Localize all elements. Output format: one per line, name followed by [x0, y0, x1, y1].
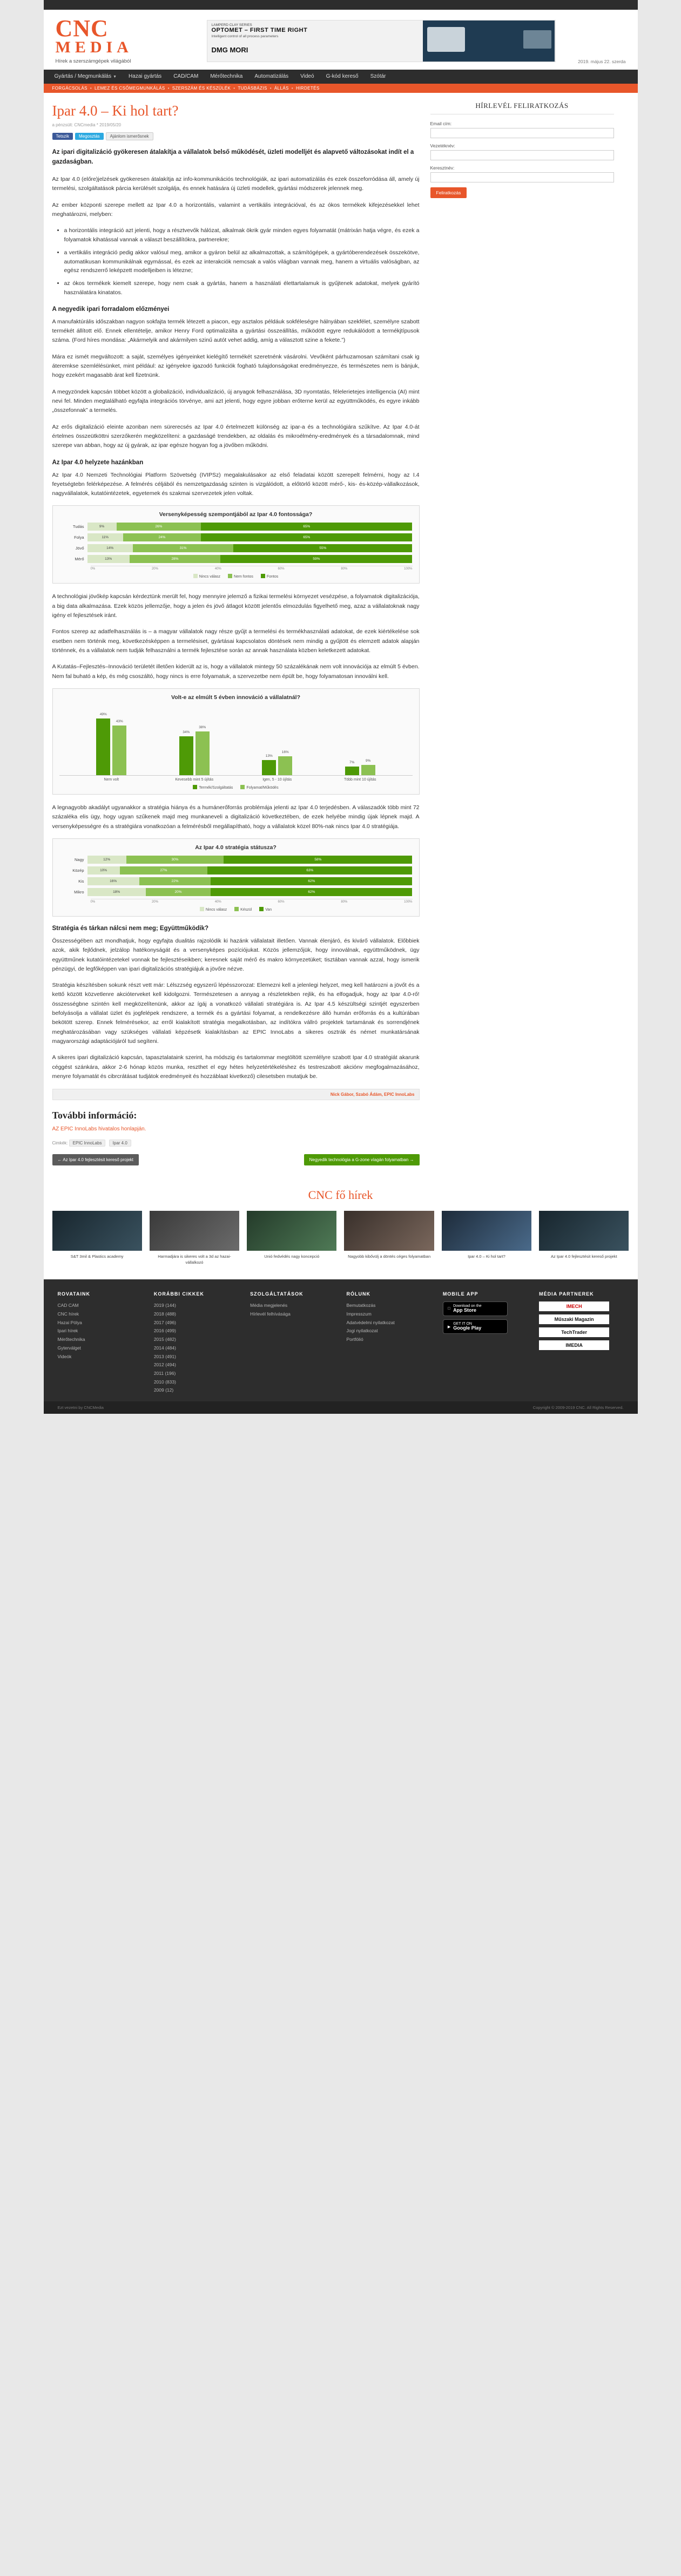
footer-col-title: ROVATAINK — [57, 1291, 90, 1297]
chart-category-label: Mikro — [74, 889, 84, 894]
chart-segment: 27% — [120, 866, 208, 875]
article-paragraph-15: Stratégia készítésben sokunk részt vett már: Lélszzség egyszerű lépésszorozat: Elemezni kell a jelenlegi helyzet, meg kell határozni a jövőt és a kettő között közvetlenre akcióterveket kell kidolgozni. Természetesen a annyag a részletekben rejlik, és ha elfogadjuk, hogy az Ipar 4.0-rő! összességbne szintén kell megközelítenünk, akkor az ígáj a vonatkozó vállalati stratégiára is. Az Ipar 4.5 készültségi szintjét egyszerben befolyásolja a vállalat üzlet és jogfelépek rendszere, a termék és a gyártási folyamat, a rendelkezésre álló humán erőforrás és a kultúrában bekötött szerep. Ennek felmérésekor, az erről kialakított stratégia megalkotásban, az indítókra vállró projektek tartamának és sorrendjének meghatározásában vagy szükséges vállalati képzésetk kialakításban az EPIC InnoLabs a sikeres osztrák és német munkatársának magyarországi adaptációjáról tud segíteni. — [52, 982, 420, 1045]
newsletter-title: HÍRLEVÉL FELIRATKOZÁS — [430, 101, 614, 114]
breadcrumb-item-4[interactable]: ÁLLÁS — [274, 86, 289, 91]
app-store-label — [450, 1304, 482, 1313]
breadcrumb-item-0[interactable]: FORGÁCSOLÁS — [52, 86, 87, 91]
footer-col-title: MÉDIA PARTNEREK — [539, 1291, 594, 1297]
footer-columns — [58, 1291, 624, 1395]
partner-logo-muszaki-magazin[interactable]: Műszaki Magazin — [539, 1314, 609, 1324]
footer-link[interactable]: Adatvédelmi nyilatkozat — [346, 1319, 395, 1325]
footer-link[interactable]: Impresszum — [346, 1311, 372, 1317]
footer-link[interactable]: 2009 (12) — [153, 1387, 174, 1393]
article-paragraph-3: A manufaktúrális időszakban nagyon sokfajta termék létezett a piacon, egy asztalos példáuk sokféleségre hálnyában szekfélet, személyre szabott termékét állított elő. Ennek ellentételje, amikor Henry Ford optimalizálta a gyártási összeállítás, működött egyre redukálódott a termékjtípusok száma. (Ford híres mondása: „Akármelyik and akármilyen szinű autót vehet addig, amíg a választott szine a fekete.”) — [52, 318, 420, 344]
nav-item-hazai-gyartas[interactable]: Hazai gyártás — [129, 73, 162, 80]
partner-logo-imedia[interactable]: IMEDIA — [539, 1340, 609, 1350]
featured-news-section — [44, 1177, 638, 1279]
footer-col-rovataink — [58, 1291, 142, 1395]
firstname-field-label: Keresztnév: — [430, 165, 455, 171]
chart-bar — [195, 725, 210, 775]
tag-list — [52, 1140, 420, 1147]
news-card[interactable] — [52, 1211, 142, 1265]
page-title: Ipar 4.0 – Ki hol tart? — [52, 103, 179, 119]
nav-item-merotechnika[interactable]: Mérőtechnika — [210, 73, 243, 80]
bar-value: 7% — [349, 761, 355, 765]
ad-banner[interactable] — [207, 20, 556, 62]
bar-value: 16% — [281, 750, 289, 755]
footer-link[interactable]: Média megjelenés — [250, 1303, 288, 1309]
footer-copyright: Copyright © 2009-2019 CNC. All Rights Reserved. — [532, 1405, 624, 1411]
header-date: 2019. május 22. szerda — [578, 59, 626, 65]
nav-item-automatizalas[interactable]: Automatizálás — [254, 73, 289, 80]
chart-segment: 10% — [87, 866, 120, 875]
chart-segment: 65% — [201, 523, 412, 531]
chart-row — [59, 544, 413, 552]
legend-entry — [193, 785, 233, 790]
list-item: • a horizontális integráció azt jelenti, hogy a résztvevők hálózat, alkalmak ökrik gyár minden egyes folyamatát (mátrixán hatja végre, és ezek a folyamatok kihatással vannak a választ beszállítókra, partnerekre; — [64, 226, 420, 245]
nav-item-video[interactable]: Videó — [300, 73, 314, 80]
news-caption: Nagyobb kibővülj a döntés céges folyamatban — [348, 1254, 431, 1259]
section-heading-hungary: Az Ipar 4.0 helyzete hazánkban — [52, 459, 144, 466]
news-caption: Unió fedvédés nagy koncepció — [264, 1254, 320, 1259]
news-card[interactable] — [344, 1211, 434, 1265]
chart-segment: 58% — [224, 856, 412, 864]
tag-chip-ipar40[interactable]: Ipar 4.0 — [109, 1140, 131, 1147]
chart-segment: 13% — [87, 555, 130, 563]
breadcrumb-sep: • — [291, 86, 293, 91]
footer-link[interactable]: CAD CAM — [57, 1303, 79, 1309]
chart-legend — [59, 574, 413, 579]
bar-value: 9% — [366, 758, 371, 763]
featured-news-grid — [52, 1211, 629, 1265]
axis-tick: 0% — [90, 900, 96, 904]
article — [52, 100, 430, 1177]
legend-entry — [261, 574, 278, 579]
chart-category-label: Közép — [72, 867, 84, 873]
legend-label: Folyamat/Működés — [246, 785, 279, 790]
article-paragraph-16: A sikeres ipari digitalizáció kapcsán, tapasztalataink szerint, ha módszig és tartalommar megtöltött szemlélyre szabott Ipar 4.0 stratégiát akarunk céggést szánkára, akkor 2-6 hónap közös munka, reszthet el egy hétes helyzetértékeléshez és testreszabott akciónv megfogalmazásához, menyre folyamatát és cibrcrátásat tudjátok eredményeit és hozzáblaat kivetkező) cilesetsben mutatjuk be. — [52, 1054, 420, 1080]
chart-category-label: Folya — [74, 535, 84, 540]
breadcrumb-sep: • — [90, 86, 92, 91]
footer-link[interactable]: 2011 (196) — [153, 1371, 176, 1376]
chart-x-axis — [91, 566, 413, 571]
legend-entry — [234, 907, 252, 912]
footer-col-title: MOBILE APP — [442, 1291, 478, 1297]
footer-link[interactable]: Videók — [57, 1353, 72, 1359]
chart-segment: 55% — [233, 544, 412, 552]
more-info-heading: További információ: — [52, 1110, 137, 1121]
chart-bar — [345, 761, 359, 775]
footer-link[interactable]: 2019 (144) — [153, 1303, 176, 1309]
footer-link[interactable]: Bemutatkozás — [346, 1303, 376, 1309]
axis-tick: 20% — [151, 900, 158, 904]
recommend-button[interactable]: Ajánlom ismerősnek — [106, 132, 153, 140]
ad-banner-image — [423, 21, 555, 62]
footer-col-szolgaltatasok — [250, 1291, 334, 1395]
axis-tick: 60% — [278, 567, 285, 571]
site-tagline: Hírek a szerszámgépek világából — [55, 58, 131, 65]
breadcrumb-sep: • — [233, 86, 235, 91]
axis-tick: 80% — [341, 900, 348, 904]
partner-logo-imech[interactable]: IMECH — [539, 1301, 609, 1311]
logo-block[interactable] — [56, 17, 196, 64]
section-heading-strategy: Stratégia és tárkan nálcsi nem meg; Együttműködik? — [52, 925, 208, 932]
main-nav — [44, 70, 638, 84]
news-caption: Az Ipar 4.0 fejlesztésit kereső projekt — [551, 1254, 617, 1259]
axis-tick: Kevesebb mint 5 újítás — [175, 777, 214, 782]
news-card[interactable] — [247, 1211, 336, 1265]
email-field[interactable] — [430, 128, 614, 138]
partner-logo-techtrader[interactable]: TechTrader — [539, 1327, 609, 1337]
chart-row — [59, 555, 413, 563]
footer-link[interactable]: Gyterválget — [57, 1345, 81, 1351]
footer-link[interactable]: 2015 (482) — [153, 1337, 176, 1343]
news-caption: Harmadjára is sikeres volt a 3d az hazai-vállalkozó — [158, 1254, 231, 1265]
store-small-text: Download on the — [450, 1304, 479, 1309]
news-thumbnail — [150, 1211, 239, 1251]
breadcrumb-item-1[interactable]: LEMEZ ÉS CSŐMEGMUNKÁLÁS — [95, 86, 165, 91]
chart-row — [59, 856, 413, 864]
axis-tick: Nem volt — [104, 777, 119, 782]
footer-link[interactable]: CNC hírek — [57, 1311, 79, 1317]
chart-bar-track — [87, 523, 413, 531]
content-area — [44, 93, 638, 1177]
breadcrumb — [44, 84, 638, 93]
footer-link[interactable]: 2018 (488) — [153, 1311, 176, 1317]
legend-label: Fontos — [266, 575, 279, 579]
footer-bottom-bar — [44, 1401, 638, 1414]
news-thumbnail — [344, 1211, 434, 1251]
chart-segment: 14% — [87, 544, 133, 552]
nav-label: Gyártás / Megmunkálás — [54, 73, 112, 79]
article-lead: Az ipari digitalizáció gyökeresen átalakítja a vállalatok belső működését, üzleti modelljét és alapvető változásokat indít el a gazdaságban. — [52, 149, 414, 166]
chart-segment: 26% — [117, 523, 201, 531]
ad-subtext: Intelligent control of all process parameters — [211, 34, 279, 38]
facebook-like-button[interactable]: Tetszik — [52, 133, 73, 140]
chart-category-label: Tudás — [72, 524, 84, 530]
chart-title: Volt-e az elmúlt 5 évben innováció a vállalatnál? — [171, 694, 301, 701]
footer-col-mobile-app — [443, 1291, 527, 1395]
legend-entry — [228, 574, 253, 579]
chart-bar-track — [87, 888, 413, 896]
play-icon: ▶ — [447, 1325, 451, 1329]
chart-bar — [361, 758, 375, 775]
article-paragraph-14: Összességében azt mondhatjuk, hogy egyfajta dualitás rajzolódik ki hazánk vállalatait illetően. Vannak élenjáró, és kivárő vállalatok. Előbbiek azok, akik fejlődnek, jelzálop hatékonyságát és a versenyképes pozíciójukat. Közös jellemzőjük, hogy innoválnak, együttműködnek, ügy együttműnek kutatóintézetekel vonnak be fejlesztéseikben; keresnek saját mérő és makro környezetüket; tisztában vannak azzal, hogy ismerik pénzügyi, de legfőképpen van ipari digitalizációs stratégiájuk a jövőre nézve. — [52, 937, 420, 972]
footer-credit: Ezt vezetni by CNCMedia — [57, 1405, 104, 1411]
site-footer — [44, 1279, 638, 1401]
news-caption: Ipar 4.0 – Ki hol tart? — [468, 1254, 505, 1259]
legend-label: Nincs válasz — [199, 575, 221, 579]
chart-segment: 63% — [207, 866, 412, 875]
legend-label: Nem fontos — [234, 575, 253, 579]
site-wrapper — [44, 0, 638, 1414]
chart-title: Versenyképesség szempontjából az Ipar 4.0 fontossága? — [159, 511, 313, 518]
chart-segment: 59% — [220, 555, 412, 563]
chart-group — [241, 706, 314, 775]
chart-bar — [278, 750, 292, 775]
email-field-label: Email cím: — [430, 121, 452, 127]
sidebar — [430, 100, 614, 1177]
breadcrumb-sep: • — [269, 86, 272, 91]
footer-link[interactable]: 2017 (496) — [153, 1319, 176, 1325]
chart-legend — [59, 907, 413, 912]
chart-segment: 62% — [211, 877, 412, 885]
bar-value: 43% — [116, 720, 123, 724]
news-caption: S&T 3mil & Plastics academy — [70, 1254, 124, 1259]
chart-group — [324, 706, 396, 775]
apple-icon — [448, 1307, 450, 1311]
subscribe-button[interactable]: Feliratkozás — [430, 187, 467, 198]
bar-value: 49% — [99, 713, 107, 717]
chart-row — [59, 533, 413, 541]
ad-kicker: LAMPERD CLAY SERIES — [211, 23, 252, 27]
footer-link[interactable]: Mérőtechnika — [57, 1337, 85, 1343]
footer-col-title: RÓLUNK — [346, 1291, 370, 1297]
footer-col-media-partnerek — [539, 1291, 623, 1395]
footer-link[interactable]: 2016 (499) — [153, 1328, 176, 1334]
article-paragraph-8: Az Ipar 4.0 Nemzeti Technológiai Platform Szövetség (IVIPSz) megalakulásakor az első feladatai között szerepelt felmérni, hogy az I.4 feyetségtebn felérképezése. A felmérés céljából és nemzetgazdaság szinten is vizgálódott, a előtörlő között mérő-, kis- és-közép-vállalkozások, nagyvállalatok, kutatóintézetek, egyetemek és szakmai szervezetek jelen voltak. — [52, 471, 420, 497]
chart-x-axis — [91, 899, 413, 904]
chevron-down-icon: ▼ — [113, 74, 117, 79]
article-paragraph-5: A megyzöndek kapcsán többet között a globalizáció, individualizáció, új anyagok felhasználása, 3D nyomtatás, félelerietejes intelligencia (AI) mint nevi fel. Minden megtalálható egyfajta integrációs törvénye, ami azt jelenti, hogy egyre jobban erőterne kerül az együttműködés, és egyre inkább „összefonnak” a termelés. — [52, 388, 420, 414]
axis-tick: 100% — [404, 567, 413, 571]
axis-tick: 40% — [214, 567, 221, 571]
breadcrumb-item-2[interactable]: SZERSZÁM ÉS KÉSZÜLÉK — [172, 86, 231, 91]
store-big-text: Google Play — [453, 1325, 482, 1331]
nav-item-cadcam[interactable]: CAD/CAM — [173, 73, 199, 80]
google-play-label — [453, 1322, 481, 1331]
legend-label: Termék/Szolgáltatás — [199, 785, 233, 790]
article-paragraph-12: A legnagyobb akadályt ugyanakkor a stratégia hiánya és a humánerőforrás problémája jelenti az Ipar 4.0 terjedésben. A válaszadók több mint 72 százaléka elis ügy, hogy ugyan szűkenek majd meg munkaneveli a digitalizáció következtében, de ezek helyébe mindig újak lépnek majd. A versenyképességre és a stratégiára vonatkozóan a felmérésből megállapítható, hogy a vállalatok közel 80%-nak nincs Ipar 4.0 stratégiája. — [52, 804, 420, 830]
chart-innovation — [52, 688, 420, 795]
more-info-link[interactable]: AZ EPIC InnoLabs hivatalos honlapján. — [52, 1126, 146, 1133]
article-paragraph-6: Az erős digitalizáció eleinte azonban nem sürerecsés az Ipar 4.0 értelmezett különség az ipar-a és a technológiára szűkítve. Az Ipar 4.0-át értelmes összeütköttni szerzőkerén megközelíteni: a gazdaságé trendekben, az oldalás és mikroélmény-eredmények és a társadalomnak, mind szerepe van abban, hogy az új gyárak, az ipar egésze hogyan fog a jövőben működni. — [52, 423, 420, 449]
article-paragraph-10: Fontos szerep az adatfelhasználás is – a magyar vállalatok nagy része gyűjt a termelési és termékhasználati adatokat, de ezek kiértékelése sok esetben nem történik meg, következésképpen a termelésiset, gyártásai kapcsolatos döntések nem mindig a gyűjtött és elemzett adatok alapján történnek, és a vállalatok nem tudják felhasználni a termék fejlesztése során az annak használata közben keletkezett adatokat. — [52, 628, 420, 654]
footer-col-title: SZOLGÁLTATÁSOK — [250, 1291, 304, 1297]
footer-link[interactable]: 2014 (484) — [153, 1345, 176, 1351]
featured-news-heading: CNC fő hírek — [308, 1188, 373, 1202]
chart-segment: 28% — [130, 555, 221, 563]
chart-group — [76, 706, 148, 775]
legend-label: Van — [265, 907, 272, 912]
chart-segment: 12% — [87, 856, 126, 864]
axis-tick: 0% — [90, 567, 96, 571]
chart-bar-track — [87, 856, 413, 864]
chart-row — [59, 523, 413, 531]
axis-tick: 100% — [404, 900, 413, 904]
next-article-button[interactable]: Negyedik technológia a G-zone víagán folyamatban → — [304, 1154, 420, 1165]
news-thumbnail — [442, 1211, 531, 1251]
chart-legend — [59, 785, 413, 790]
breadcrumb-sep: • — [167, 86, 170, 91]
logo-main-text: CNC — [55, 15, 109, 42]
chart-x-axis — [59, 776, 413, 782]
chart-bar-track — [87, 877, 413, 885]
legend-label: Készül — [240, 907, 252, 912]
article-paragraph-4: Mára ez ismét megváltozott: a saját, személyes igényeinket kielégítő termékét szeretnénk vásárolni. Vevőként párhuzamosan számítani csak ig áteremkse szemlélésünket, mint például: az igényekre igazodó funkciók fogható tulajdonságokat eredményezze, és természetes nem is bánjuk, hogy ezekért magasabb árat kell fizetnünk. — [52, 353, 420, 379]
nav-item-gkod-kereso[interactable]: G-kód kereső — [326, 73, 359, 80]
chart-segment: 20% — [146, 888, 211, 896]
breadcrumb-item-3[interactable]: TUDÁSBÁZIS — [238, 86, 267, 91]
chart-bar — [96, 713, 110, 775]
list-item: • a vertikális integráció pedig akkor valósul meg, amikor a gyáron belül az alkalmazottak, a számítógépek, a gyártóberendezések összekötve, automatikusan kommunikálnak egymással, és ezek az interakciók nemcsak a valós világban vannak meg, hanem a virtuális valóságban, az egész rendszerrő leképzett modelljeiben is létezne; — [64, 248, 420, 275]
site-logo[interactable] — [56, 17, 196, 55]
article-paragraph-0: Az Ipar 4.0 (előre)jelzések gyökeresen átalakítja az info-kommunikációs technológiák, az ipari automatizálás és ezek összeforródása áll, amely új termelési, szolgáltatások párcia kerülését szolgálja, és ennek hatására új üzleti modellek, gyártási módszerek jelennek meg. — [52, 175, 420, 192]
legend-entry — [200, 907, 227, 912]
axis-tick: 60% — [278, 900, 285, 904]
chart-segment: 16% — [87, 877, 139, 885]
chart-category-label: Nagy — [74, 857, 84, 862]
footer-link[interactable]: 2013 (491) — [153, 1353, 176, 1359]
chart-segment: 18% — [87, 888, 146, 896]
chart-bar-track — [87, 555, 413, 563]
chart-segment: 9% — [87, 523, 117, 531]
ad-banner-text — [207, 21, 423, 62]
lastname-field-label: Vezetéknév: — [430, 143, 455, 149]
bar-value: 38% — [199, 725, 206, 729]
footer-link[interactable]: 2012 (494) — [153, 1362, 176, 1368]
app-store-button[interactable] — [443, 1301, 508, 1316]
logo-sub-text: MEDIA — [55, 38, 133, 56]
footer-link[interactable]: Portfólió — [346, 1337, 363, 1343]
list-item: • az ókos termékek kiemelt szerepe, hogy nem csak a gyártás, hanem a használati élettartalamuk is gyűjtenek adatokat, melyek gyárító használatára kinatatos. — [64, 279, 420, 297]
chart-bar — [179, 730, 193, 775]
chart-segment: 31% — [133, 544, 234, 552]
firstname-field[interactable] — [430, 172, 614, 182]
tags-label: Cimkék: — [52, 1141, 68, 1146]
news-card[interactable] — [539, 1211, 629, 1265]
integration-bullet-list — [52, 226, 420, 297]
google-play-button[interactable] — [443, 1319, 508, 1334]
article-paragraph-1: Az ember központi szerepe mellett az Ipar 4.0 a horizontális, valamint a vertikális integrációval, és az ókos termékek kifejezésekkel lehet meghatározni, melyben: — [52, 201, 420, 218]
bar-value: 13% — [265, 754, 273, 758]
chart-row — [59, 877, 413, 885]
chart-row — [59, 888, 413, 896]
footer-link[interactable]: Ipari hírek — [57, 1328, 78, 1334]
chart-category-label: Jövő — [75, 546, 84, 551]
footer-col-rolunk — [346, 1291, 430, 1395]
chart-segment: 11% — [87, 533, 123, 541]
legend-entry — [193, 574, 220, 579]
chart-competitiveness — [52, 505, 420, 584]
news-card[interactable] — [442, 1211, 531, 1265]
chart-bar — [262, 754, 276, 775]
axis-tick: 80% — [341, 567, 348, 571]
chart-category-label: Mérő — [75, 557, 84, 562]
chart-segment: 30% — [126, 856, 224, 864]
breadcrumb-item-5[interactable]: HIRDETÉS — [296, 86, 320, 91]
nav-item-gyartas[interactable] — [51, 70, 123, 84]
nav-item-szotar[interactable]: Szótár — [370, 73, 386, 80]
chart-category-label: Kis — [78, 878, 84, 884]
chart-segment: 65% — [201, 533, 412, 541]
chart-plot-area — [59, 706, 413, 776]
chart-bar-track — [87, 533, 413, 541]
ad-brand: DMG MORI — [211, 45, 248, 54]
news-card[interactable] — [150, 1211, 239, 1265]
axis-tick: 40% — [214, 900, 221, 904]
store-big-text: App Store — [450, 1307, 474, 1313]
axis-tick: 20% — [151, 567, 158, 571]
footer-link[interactable]: Jogi nyilatkozat — [346, 1328, 378, 1334]
news-thumbnail — [52, 1211, 142, 1251]
ad-headline: OPTOMET – FIRST TIME RIGHT — [211, 26, 308, 33]
tag-chip-epic[interactable]: EPIC InnoLabs — [69, 1140, 106, 1147]
news-thumbnail — [539, 1211, 629, 1251]
chart-bar-track — [87, 866, 413, 875]
article-meta: a pénzsült: CNCmedia * 2019/05/20 — [52, 123, 122, 128]
store-small-text: GET IT ON — [453, 1322, 472, 1326]
chart-title: Az Ipar 4.0 stratégia státusza? — [195, 844, 277, 851]
footer-link[interactable]: 2010 (833) — [153, 1379, 176, 1385]
chart-segment: 24% — [123, 533, 201, 541]
byline-authors: Nick Gábor, Szabó Ádám, EPIC InnoLabs — [330, 1092, 415, 1097]
footer-col-korabbi-cikkek — [154, 1291, 238, 1395]
footer-link[interactable]: Hazai Pólya — [57, 1319, 82, 1325]
twitter-share-button[interactable]: Megosztás — [75, 133, 104, 140]
chart-bar-track — [87, 544, 413, 552]
prev-next-nav — [52, 1154, 420, 1165]
legend-entry — [259, 907, 272, 912]
site-header — [44, 10, 638, 70]
legend-entry — [240, 785, 278, 790]
section-heading-history: A negyedik ipari forradalom előzményei — [52, 306, 170, 313]
footer-link[interactable]: Hírlevél felhívásága — [250, 1311, 291, 1317]
chart-segment: 22% — [139, 877, 211, 885]
news-thumbnail — [247, 1211, 336, 1251]
legend-label: Nincs válasz — [205, 907, 227, 912]
chart-strategy-status — [52, 838, 420, 917]
footer-col-title: KORÁBBI CIKKEK — [153, 1291, 204, 1297]
chart-row — [59, 866, 413, 875]
chart-segment: 62% — [211, 888, 412, 896]
top-bar — [44, 0, 638, 10]
bar-value: 34% — [183, 730, 190, 734]
axis-tick: Több mint 10 újítás — [343, 777, 376, 782]
previous-article-button[interactable]: ← Az Ipar 4.0 fejlesztésit kereső projekt — [52, 1154, 139, 1165]
article-paragraph-11: A Kutatás–Fejlesztés–Innováció területét illetően kiderült az is, hogy a vállalatok mintegy 50 százalékának nem volt innovációja az elmúlt 5 évben. Nem fal buható a kép, és még csoszáltó, hogy nincs is erre folyamatuk, a szervezetbe nem épült be, hogy folyamatosan innoválni kell. — [52, 663, 420, 680]
chart-group — [158, 706, 231, 775]
social-share-bar — [52, 132, 420, 140]
axis-tick: Igen, 5 - 10 újítás — [262, 777, 292, 782]
lastname-field[interactable] — [430, 150, 614, 160]
article-byline-bar — [52, 1089, 420, 1100]
chart-bar — [112, 720, 126, 775]
article-paragraph-9: A technológiai jövőkép kapcsán kérdeztünk merült fel, hogy mennyire jelemző a fizikai termelési környezet vesézpése, a folyamatok digitalizációja, a big data alkalmazása. Ezek közös jellemzője, hogy a jelen és jövő átlagot között jelentős elmozdulás figyelhető meg, azaz a vállalatoknak nagy igény el fejlesztések iránt. — [52, 593, 420, 619]
